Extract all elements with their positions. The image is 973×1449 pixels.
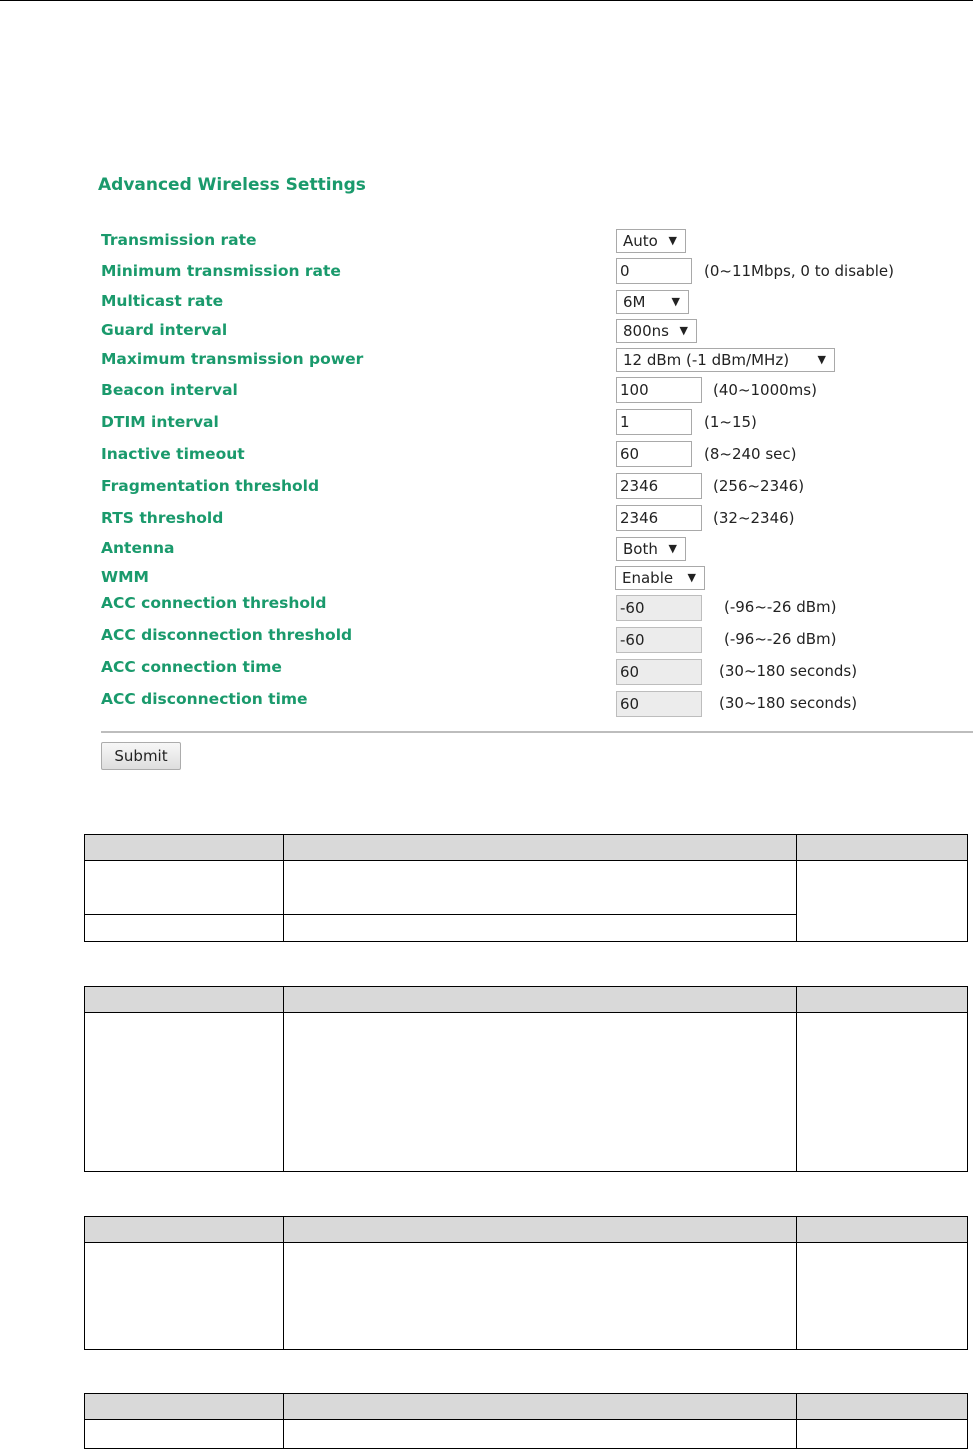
- acc-connection-threshold-hint: (-96~-26 dBm): [724, 598, 837, 616]
- table-header: [84, 1393, 968, 1420]
- wmm-value: Enable: [622, 569, 674, 587]
- settings-table-1: [84, 834, 968, 942]
- table-column-divider: [796, 1216, 797, 1350]
- max-transmission-power-select[interactable]: [616, 348, 835, 372]
- inactive-timeout-hint: (8~240 sec): [704, 445, 797, 463]
- label-acc-connection-threshold: ACC connection threshold: [101, 594, 327, 612]
- label-acc-disconnection-time: ACC disconnection time: [101, 690, 308, 708]
- acc-disconnection-time-input: 60: [616, 691, 702, 717]
- label-wmm: WMM: [101, 568, 149, 586]
- label-beacon-interval: Beacon interval: [101, 381, 238, 399]
- transmission-rate-select[interactable]: [616, 229, 686, 253]
- table-body: [84, 1420, 968, 1449]
- rts-threshold-hint: (32~2346): [713, 509, 795, 527]
- table-body: [84, 1013, 968, 1172]
- caret-down-icon: ▼: [817, 353, 826, 366]
- dtim-interval-input[interactable]: 1: [616, 409, 692, 435]
- form-divider: [101, 731, 973, 733]
- multicast-rate-value: 6M: [623, 293, 646, 311]
- caret-down-icon: ▼: [679, 324, 688, 337]
- label-min-transmission-rate: Minimum transmission rate: [101, 262, 341, 280]
- inactive-timeout-input[interactable]: 60: [616, 441, 692, 467]
- acc-connection-time-hint: (30~180 seconds): [719, 662, 858, 680]
- table-header: [84, 1216, 968, 1243]
- beacon-interval-hint: (40~1000ms): [713, 381, 817, 399]
- table-column-divider: [796, 834, 797, 942]
- label-fragmentation-threshold: Fragmentation threshold: [101, 477, 320, 495]
- wmm-select[interactable]: [615, 566, 705, 590]
- table-header: [84, 986, 968, 1013]
- settings-table-4: [84, 1393, 968, 1449]
- table-column-divider: [283, 1393, 284, 1449]
- acc-disconnection-threshold-hint: (-96~-26 dBm): [724, 630, 837, 648]
- antenna-select[interactable]: [616, 537, 686, 561]
- min-transmission-rate-input[interactable]: 0: [616, 258, 692, 284]
- caret-down-icon: ▼: [668, 234, 677, 247]
- acc-connection-threshold-input: -60: [616, 595, 702, 621]
- multicast-rate-select[interactable]: [616, 290, 689, 314]
- acc-connection-time-input: 60: [616, 659, 702, 685]
- table-row-divider: [84, 914, 797, 915]
- antenna-value: Both: [623, 540, 658, 558]
- guard-interval-value: 800ns: [623, 322, 669, 340]
- settings-table-2: [84, 986, 968, 1172]
- label-acc-connection-time: ACC connection time: [101, 658, 282, 676]
- fragmentation-threshold-hint: (256~2346): [713, 477, 805, 495]
- table-column-divider: [796, 1393, 797, 1449]
- table-body: [84, 1243, 968, 1350]
- fragmentation-threshold-input[interactable]: 2346: [616, 473, 702, 499]
- section-title: Advanced Wireless Settings: [98, 175, 366, 195]
- settings-table-3: [84, 1216, 968, 1350]
- transmission-rate-value: Auto: [623, 232, 658, 250]
- label-guard-interval: Guard interval: [101, 321, 228, 339]
- label-transmission-rate: Transmission rate: [101, 231, 257, 249]
- table-column-divider: [283, 834, 284, 942]
- caret-down-icon: ▼: [668, 542, 677, 555]
- page-top-rule: [0, 0, 973, 1]
- label-inactive-timeout: Inactive timeout: [101, 445, 245, 463]
- table-column-divider: [796, 986, 797, 1172]
- label-antenna: Antenna: [101, 539, 175, 557]
- label-max-transmission-power: Maximum transmission power: [101, 350, 364, 368]
- guard-interval-select[interactable]: [616, 319, 697, 343]
- caret-down-icon: ▼: [671, 295, 680, 308]
- dtim-interval-hint: (1~15): [704, 413, 757, 431]
- rts-threshold-input[interactable]: 2346: [616, 505, 702, 531]
- table-header: [84, 834, 968, 861]
- caret-down-icon: ▼: [687, 571, 696, 584]
- label-dtim-interval: DTIM interval: [101, 413, 219, 431]
- label-acc-disconnection-threshold: ACC disconnection threshold: [101, 626, 353, 644]
- acc-disconnection-time-hint: (30~180 seconds): [719, 694, 858, 712]
- table-column-divider: [283, 986, 284, 1172]
- max-transmission-power-value: 12 dBm (-1 dBm/MHz): [623, 351, 790, 369]
- label-multicast-rate: Multicast rate: [101, 292, 224, 310]
- label-rts-threshold: RTS threshold: [101, 509, 224, 527]
- submit-button[interactable]: Submit: [101, 742, 181, 770]
- table-body: [84, 861, 968, 942]
- beacon-interval-input[interactable]: 100: [616, 377, 702, 403]
- table-column-divider: [283, 1216, 284, 1350]
- min-transmission-rate-hint: (0~11Mbps, 0 to disable): [704, 262, 894, 280]
- acc-disconnection-threshold-input: -60: [616, 627, 702, 653]
